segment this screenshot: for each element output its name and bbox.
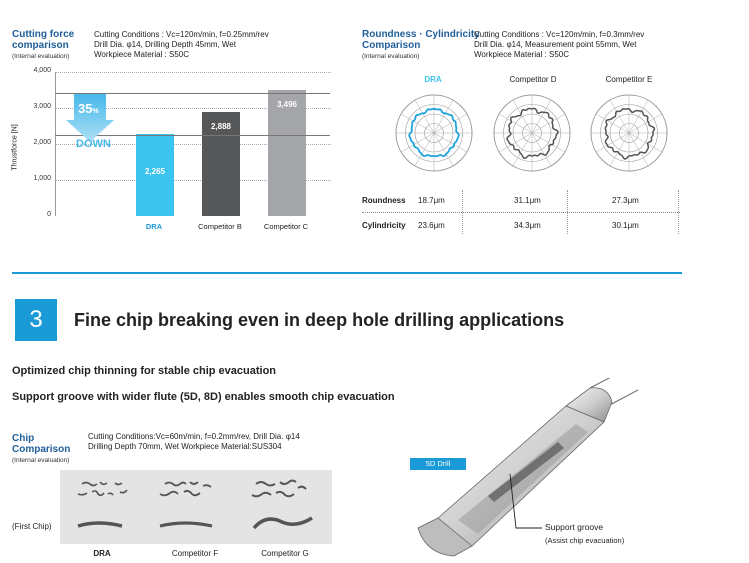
polar-spoke: [434, 100, 453, 133]
y-tick-label: 1,000: [33, 175, 51, 182]
polar-spoke: [629, 133, 648, 166]
roundness-title-line1: Roundness · Cylindricity: [362, 29, 480, 40]
section-divider: [12, 272, 682, 274]
chip-title: [12, 433, 70, 455]
y-axis-label: [8, 110, 22, 190]
cutting-force-title: [12, 29, 74, 51]
cutting-force-note: (Internal evaluation): [12, 53, 70, 60]
chip-label-f: Competitor F: [171, 549, 219, 558]
bar-value-label: 2,888: [210, 122, 232, 132]
polar-plot-3: [591, 95, 667, 171]
chip-cond-1: Cutting Conditions:Vc=60m/min, f=0.2mm/rev, Drill Dia. φ14: [88, 432, 300, 441]
chip-photo-panel: [60, 470, 332, 544]
table-col-sep-2: [567, 190, 568, 234]
bullet-1: Optimized chip thinning for stable chip evacuation: [12, 365, 277, 377]
polar-label-d: Competitor D: [509, 75, 557, 84]
table-col-sep-3: [678, 190, 679, 234]
y-tick-label: 3,000: [33, 103, 51, 110]
cutting-force-title-line2: comparison: [12, 40, 69, 51]
roundness-dra: 18.7μm: [418, 196, 445, 205]
cylindricity-d: 34.3μm: [514, 221, 541, 230]
rd-cond-1: Cutting Conditions : Vc=120m/min, f=0.3mm/rev: [474, 30, 645, 39]
bar-competitor-b: [202, 112, 240, 216]
polar-label-e: Competitor E: [605, 75, 653, 84]
rd-cond-3: Workpiece Material : S50C: [474, 50, 569, 59]
polar-plot-1: [396, 95, 472, 171]
cylindricity-row-label: Cylindricity: [362, 221, 406, 230]
cf-cond-1: Cutting Conditions : Vc=120m/min, f=0.25mm/rev: [94, 30, 269, 39]
x-tick-label: Competitor B: [198, 222, 242, 231]
support-groove-label: Support groove: [545, 522, 604, 532]
polar-plot-2: [494, 95, 570, 171]
roundness-title: [362, 29, 480, 51]
chip-title-line1: Chip: [12, 433, 35, 444]
first-chip-label: (First Chip): [12, 522, 52, 531]
polar-plot-svg: [362, 72, 682, 184]
table-col-sep-1: [462, 190, 463, 234]
chip-conditions: [88, 432, 300, 452]
table-divider: [362, 212, 680, 213]
polar-spoke: [434, 114, 467, 133]
reduction-percent-unit: %: [92, 108, 99, 115]
cutting-force-title-line1: Cutting force: [12, 29, 75, 40]
bullet-2: Support groove with wider flute (5D, 8D) enables smooth chip evacuation: [12, 391, 395, 403]
cutting-force-conditions: [94, 30, 269, 60]
polar-spoke: [629, 133, 662, 152]
polar-plots: [362, 72, 682, 184]
x-tick-label: DRA: [145, 222, 163, 231]
gridline: [56, 72, 331, 73]
y-tick-label: 4,000: [33, 67, 51, 74]
roundness-row-label: Roundness: [362, 196, 406, 205]
polar-spoke: [415, 100, 434, 133]
polar-spoke: [610, 100, 629, 133]
chip-label-dra: DRA: [93, 549, 111, 558]
roundness-conditions: [474, 30, 644, 60]
cylindricity-e: 30.1μm: [612, 221, 639, 230]
y-axis-label-text: Thrustforce [N]: [11, 124, 19, 171]
roundness-title-line2: Comparison: [362, 40, 421, 51]
cf-cond-2: Drill Dia. φ14, Drilling Depth 45mm, Wet: [94, 40, 236, 49]
reduction-percent-value: 35: [78, 101, 93, 116]
polar-label-dra: DRA: [424, 75, 442, 84]
bar-value-label: 2,265: [144, 167, 166, 177]
bar-value-label: 3,496: [276, 100, 298, 110]
reduction-percent: [78, 101, 99, 116]
cylindricity-dra: 23.6μm: [418, 221, 445, 230]
cf-cond-3: Workpiece Material : S50C: [94, 50, 189, 59]
chip-note: (Internal evaluation): [12, 457, 70, 464]
polar-spoke: [596, 114, 629, 133]
chip-cond-2: Drilling Depth 70mm, Wet Workpiece Material:SUS304: [88, 442, 282, 451]
polar-spoke: [629, 114, 662, 133]
chip-photo: [60, 470, 332, 544]
roundness-note: (Internal evaluation): [362, 53, 420, 60]
y-tick-label: 2,000: [33, 139, 51, 146]
section-title: Fine chip breaking even in deep hole drilling applications: [74, 310, 565, 330]
drill-badge: 5D Drill: [410, 458, 466, 470]
bar-competitor-c: [268, 90, 306, 216]
support-groove-note: (Assist chip evacuation): [545, 536, 625, 545]
bar-dra: [136, 134, 174, 216]
roundness-e: 27.3μm: [612, 196, 639, 205]
y-tick-label: 0: [47, 211, 51, 218]
chip-title-line2: Comparison: [12, 444, 71, 455]
reduction-word: DOWN: [76, 138, 111, 150]
roundness-d: 31.1μm: [514, 196, 541, 205]
polar-spoke: [532, 133, 551, 166]
rd-cond-2: Drill Dia. φ14, Measurement point 55mm, Wet: [474, 40, 637, 49]
x-tick-label: Competitor C: [263, 222, 309, 231]
polar-spoke: [629, 100, 648, 133]
roundness-table: [362, 194, 682, 234]
polar-spoke: [401, 114, 434, 133]
section-number-badge: 3: [15, 299, 57, 341]
chip-label-g: Competitor G: [261, 549, 309, 558]
